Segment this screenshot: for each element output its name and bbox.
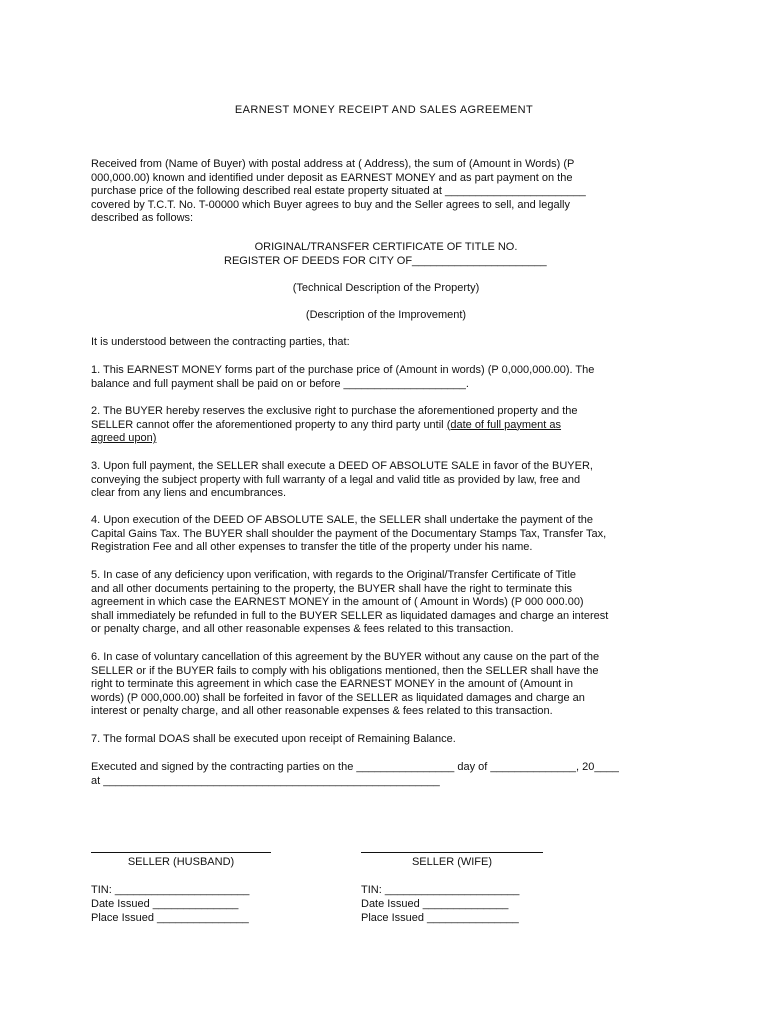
technical-description: (Technical Description of the Property) (292, 282, 480, 294)
seller-wife-signature-line (361, 852, 543, 853)
execution-statement: Executed and signed by the contracting parties on the ________________ day of ______________, 20____ at _______________________________________________________ (91, 761, 619, 787)
improvement-description: (Description of the Improvement) (305, 309, 467, 321)
certificate-line: ORIGINAL/TRANSFER CERTIFICATE OF TITLE NO. (254, 241, 518, 253)
seller-husband-place-issued: Place Issued _______________ (91, 912, 249, 924)
clause-2-date-underlined: (date of full payment as agreed upon) (91, 418, 562, 445)
clause-2 (91, 405, 681, 446)
clause-5: 5. In case of any deficiency upon verification, with regards to the Original/Transfer Certificate of Title and all other documents pertaining to the property, the BUYER shall have the right to terminate this agreement in which case the EARNEST MONEY in the amount of ( Amount in Words) (P 000 000.00) shall immediately be refunded in full to the BUYER SELLER as liquidated damages and charge an interest or penalty charge, and all other reasonable expenses & fees related to this transaction. (91, 569, 609, 636)
seller-wife-label: SELLER (WIFE) (411, 856, 493, 868)
clause-3: 3. Upon full payment, the SELLER shall execute a DEED OF ABSOLUTE SALE in favor of the BUYER, conveying the subject property with full warranty of a legal and valid title as provided by law, free and clear from any liens and encumbrances. (91, 460, 593, 500)
seller-husband-label: SELLER (HUSBAND) (127, 856, 235, 868)
clause-4: 4. Upon execution of the DEED OF ABSOLUTE SALE, the SELLER shall undertake the payment of the Capital Gains Tax. The BUYER shall shoulder the payment of the Documentary Stamps Tax, Transfer Tax, Registration Fee and all other expenses to transfer the title of the property under his name. (91, 514, 607, 554)
clause-1: 1. This EARNEST MONEY forms part of the purchase price of (Amount in words) (P 0,000,000.00). The balance and full payment shall be paid on or before ____________________. (91, 364, 595, 390)
clause-7: 7. The formal DOAS shall be executed upon receipt of Remaining Balance. (91, 733, 456, 745)
document-title: EARNEST MONEY RECEIPT AND SALES AGREEMENT (234, 104, 534, 116)
clause-2-text: 2. The BUYER hereby reserves the exclusive right to purchase the aforementioned property and the SELLER cannot offer the aforementioned property to any third party until (91, 405, 578, 431)
seller-wife-date-issued: Date Issued ______________ (361, 898, 509, 910)
register-of-deeds-line: REGISTER OF DEEDS FOR CITY OF______________________ (224, 255, 547, 267)
seller-husband-date-issued: Date Issued ______________ (91, 898, 239, 910)
seller-husband-tin: TIN: ______________________ (91, 884, 250, 896)
seller-wife-tin: TIN: ______________________ (361, 884, 520, 896)
understood-statement: It is understood between the contracting parties, that: (91, 336, 350, 348)
intro-paragraph: Received from (Name of Buyer) with postal address at ( Address), the sum of (Amount in Words) (P 000,000.00) known and identified under deposit as EARNEST MONEY and as part payment on the purchase price of the following described real estate property situated at _______________________ covered by T.C.T. No. T-00000 which Buyer agrees to buy and the Seller agrees to sell, and legally described as follows: (91, 158, 586, 225)
clause-6: 6. In case of voluntary cancellation of this agreement by the BUYER without any cause on the part of the SELLER or if the BUYER fails to comply with his obligations mentioned, then the SELLER shall have the right to terminate this agreement in which case the EARNEST MONEY in the amount of (Amount in words) (P 000,000.00) shall be forfeited in favor of the SELLER as liquidated damages and charge an interest or penalty charge, and all other reasonable expenses & fees related to this transaction. (91, 651, 600, 718)
seller-wife-place-issued: Place Issued _______________ (361, 912, 519, 924)
seller-husband-signature-line (91, 852, 271, 853)
